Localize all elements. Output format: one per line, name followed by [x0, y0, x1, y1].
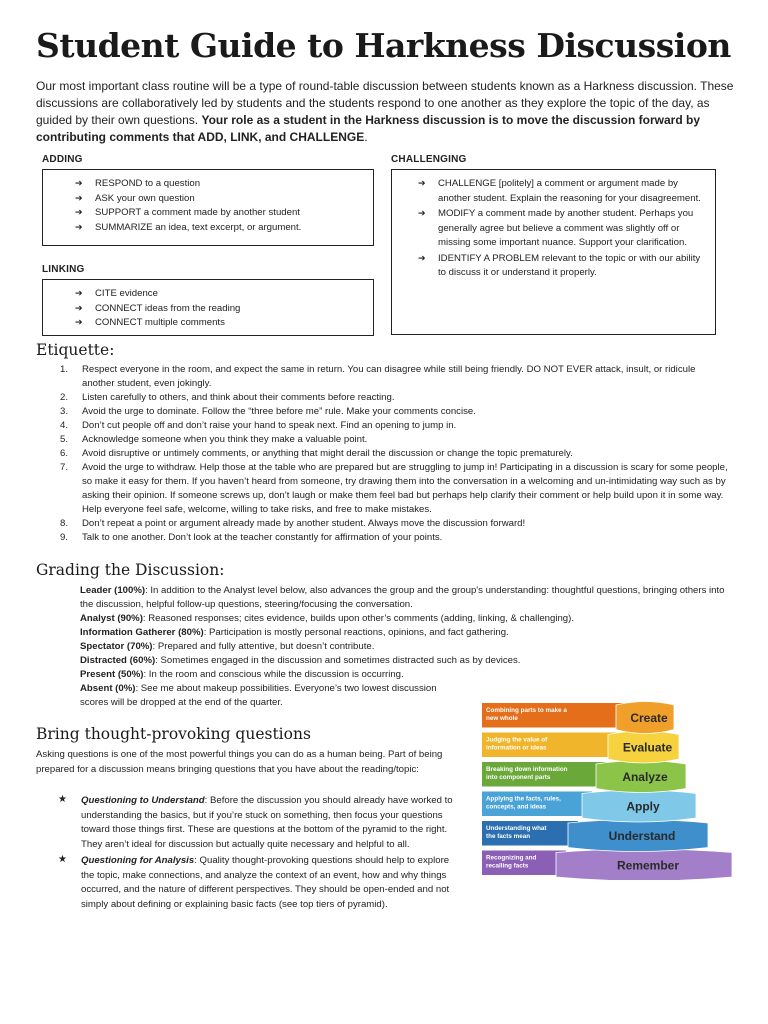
arrow-icon: ➔	[418, 209, 426, 219]
arrow-icon: ➔	[418, 253, 426, 264]
arrow-icon: ➔	[418, 179, 426, 189]
tier-desc-text: new whole	[486, 715, 518, 722]
etiquette-text: Listen carefully to others, and think about their comments before reacting.	[82, 392, 395, 403]
etiquette-text: Talk to one another. Don’t look at the teacher constantly for affirmation of your points.	[82, 532, 443, 543]
tier-desc-text: recalling facts	[486, 862, 529, 870]
tier-desc-text: Judging the value of	[486, 736, 548, 744]
grading-item	[80, 626, 740, 640]
etiquette-text: Acknowledge someone when you think they make a valuable point.	[82, 434, 368, 445]
etiquette-number: 9.	[60, 532, 69, 543]
grading-level: Information Gatherer (80%)	[80, 627, 204, 638]
intro-bold-text: Your role as a student in the Harkness discussion is to move the discussion forward by contributing comments that ADD, LINK, and CHALLENGE	[36, 113, 701, 144]
etiquette-item	[60, 405, 728, 419]
challenging-item-text: CHALLENGE [politely] a comment or argument made by another student. Explain the reasoning for your disagreement.	[438, 178, 701, 204]
grading-item	[80, 640, 740, 654]
linking-item-text: CITE evidence	[95, 288, 158, 299]
challenging-label: CHALLENGING	[391, 154, 467, 165]
tier-desc-text: the facts mean	[486, 833, 531, 840]
etiquette-item	[60, 363, 728, 391]
pyramid-tier-understand	[482, 820, 708, 852]
challenging-item	[418, 207, 703, 251]
tier-name: Evaluate	[622, 740, 673, 755]
tier-desc-text: Combining parts to make a	[486, 707, 567, 714]
challenging-item-text: MODIFY a comment made by another student. Perhaps you generally agree but believe a comment was slightly off or missing some important nuance. Support your clarification.	[438, 208, 694, 248]
etiquette-item	[60, 517, 728, 531]
arrow-icon: ➔	[75, 208, 83, 218]
question-type-item	[58, 794, 458, 852]
grading-level: Distracted (60%)	[80, 655, 156, 666]
etiquette-item	[60, 419, 728, 433]
tier-desc-text: Applying the facts, rules,	[486, 795, 561, 803]
tier-desc-text: concepts, and ideas	[486, 803, 547, 811]
etiquette-text: Don’t repeat a point or argument already made by another student. Always move the discussion forward!	[82, 518, 526, 529]
linking-item-text: CONNECT ideas from the reading	[95, 302, 241, 314]
grading-level: Absent (0%)	[80, 683, 136, 694]
grading-item	[80, 682, 462, 710]
tier-desc-text: Breaking down information	[486, 766, 568, 773]
etiquette-text: Avoid the urge to dominate. Follow the “three before me” rule. Make your comments concise.	[82, 406, 476, 417]
etiquette-text: Don’t cut people off and don’t raise your hand to speak next. Find an opening to jump in.	[82, 420, 457, 431]
etiquette-text: Avoid the urge to withdraw. Help those at the table who are prepared but are struggling to jump in! Participating in a discussion is scary for some people, so make it easy for them. If you haven’t heard from someone, try drawing them into the conversation in a welcoming and un-intimidating way such as by asking their opinion. If someone screws up, don’t laugh or make them feel bad but perhaps help clarify their comment or help build upon it in some way. Help everyone feel safe, welcome, willing to take risks, and free to make mistakes.	[82, 462, 728, 515]
question-type-item	[58, 854, 458, 912]
tier-name: Create	[630, 710, 668, 725]
tier-desc-text: Understanding what	[486, 825, 547, 832]
etiquette-number: 1.	[60, 364, 69, 375]
grading-level: Leader (100%)	[80, 585, 146, 596]
grading-level: Analyst (90%)	[80, 613, 143, 624]
question-type-label: Questioning for Analysis	[81, 855, 195, 866]
arrow-icon: ➔	[75, 318, 83, 328]
intro-text: Our most important class routine will be a type of round-table discussion between students known as a Harkness discussion. These discussions are collaboratively led by students and the students respond to one another as they explore the topic of the day, as guided by their own questions.	[36, 79, 734, 127]
question-type-label: Questioning to Understand	[81, 795, 205, 806]
tier-name: Remember	[616, 858, 680, 873]
etiquette-text: Avoid disruptive or untimely comments, or anything that might derail the discussion or change the topic prematurely.	[82, 448, 573, 459]
linking-item	[75, 302, 363, 317]
tier-name: Apply	[626, 799, 660, 814]
adding-item-text: SUPPORT a comment made by another student	[95, 207, 300, 218]
etiquette-heading: Etiquette:	[36, 341, 115, 359]
tier-name: Understand	[608, 828, 676, 843]
grading-item	[80, 668, 740, 682]
etiquette-item	[60, 433, 728, 447]
linking-label: LINKING	[42, 264, 85, 275]
grading-level: Spectator (70%)	[80, 641, 153, 652]
etiquette-item	[60, 531, 728, 545]
pyramid-tier-evaluate	[482, 731, 679, 763]
challenging-item	[418, 252, 703, 281]
grading-item	[80, 584, 740, 612]
grading-item	[80, 654, 740, 668]
adding-item	[75, 221, 363, 236]
intro-paragraph	[36, 78, 736, 146]
linking-list	[75, 287, 363, 331]
arrow-icon: ➔	[75, 303, 83, 314]
linking-item	[75, 316, 363, 331]
adding-list	[75, 177, 363, 235]
grading-desc: : Participation is mostly personal reactions, opinions, and fact gathering.	[203, 627, 509, 638]
etiquette-number: 5.	[60, 434, 69, 445]
grading-desc: : See me about makeup possibilities. Everyone’s two lowest discussion scores will be dropped at the end of the quarter.	[80, 683, 437, 708]
etiquette-number: 4.	[60, 420, 69, 431]
pyramid-tier-analyze	[482, 761, 686, 793]
linking-box	[42, 279, 374, 336]
challenging-list	[418, 177, 703, 281]
star-icon: ★	[58, 854, 67, 865]
tier-desc-text: information or ideas	[486, 744, 547, 752]
grading-desc: : Prepared and fully attentive, but doesn’t contribute.	[152, 641, 375, 652]
adding-box	[42, 169, 374, 246]
grading-level: Present (50%)	[80, 669, 144, 680]
star-icon: ★	[58, 794, 67, 805]
tier-name: Analyze	[622, 769, 668, 784]
blooms-pyramid	[476, 698, 738, 880]
tier-desc-text: Recognizing and	[486, 854, 537, 862]
question-type-desc: : Before the discussion you should already have worked to understanding the basics, but if you’re stuck on something, then focus your questions toward those things first. These are questions at the bottom of the pyramid to the right. They aren’t ideal for discussion but actually quite necessary and helpful to all.	[81, 795, 453, 850]
etiquette-number: 3.	[60, 406, 69, 417]
arrow-icon: ➔	[75, 289, 83, 299]
arrow-icon: ➔	[75, 222, 83, 233]
pyramid-tier-apply	[482, 790, 696, 822]
etiquette-number: 6.	[60, 448, 69, 459]
grading-desc: : Reasoned responses; cites evidence, builds upon other’s comments (adding, linking, & challenging).	[142, 613, 575, 624]
arrow-icon: ➔	[75, 179, 83, 189]
grading-heading: Grading the Discussion:	[36, 561, 225, 579]
questions-intro: Asking questions is one of the most powerful things you can do as a human being. Part of being prepared for a discussion means bringing questions that you have about the reading/topic:	[36, 749, 443, 775]
adding-item-text: RESPOND to a question	[95, 178, 201, 189]
grading-list	[80, 584, 740, 710]
grading-item	[80, 612, 740, 626]
linking-item	[75, 287, 363, 302]
questions-list	[58, 794, 458, 914]
questions-heading: Bring thought-provoking questions	[36, 725, 311, 743]
etiquette-list	[60, 363, 728, 545]
grading-desc: : Sometimes engaged in the discussion and sometimes distracted such as by devices.	[155, 655, 521, 666]
tier-desc-text: into component parts	[486, 774, 551, 781]
pyramid-tier-remember	[482, 849, 732, 880]
adding-item	[75, 206, 363, 221]
adding-item	[75, 177, 363, 192]
adding-label: ADDING	[42, 154, 83, 165]
intro-end: .	[364, 130, 368, 144]
adding-item-text: ASK your own question	[95, 192, 195, 204]
etiquette-number: 2.	[60, 392, 69, 403]
etiquette-number: 7.	[60, 462, 69, 473]
etiquette-item	[60, 461, 728, 517]
challenging-item	[418, 177, 703, 206]
grading-desc: : In addition to the Analyst level below, also advances the group and the group's understanding: thoughtful questions, bringing others into the discussion, helpful follow-up questions, steering/focusing the conversation.	[80, 585, 725, 610]
grading-desc: : In the room and conscious while the discussion is occurring.	[143, 669, 404, 680]
etiquette-text: Respect everyone in the room, and expect the same in return. You can disagree while still being friendly. DO NOT EVER attack, insult, or ridicule another student, even jokingly.	[82, 364, 696, 389]
page-title: Student Guide to Harkness Discussion	[36, 26, 731, 65]
etiquette-item	[60, 391, 728, 405]
etiquette-item	[60, 447, 728, 461]
etiquette-number: 8.	[60, 518, 69, 529]
arrow-icon: ➔	[75, 193, 83, 204]
question-type-desc: : Quality thought-provoking questions should help to explore the topic, make connections, and analyze the context of an event, how and why things occurred, and the nature of different perspectives. They should be open-ended and not simply about defining or explaining basic facts (see top tiers of pyramid).	[81, 855, 450, 910]
pyramid-tier-create	[482, 702, 674, 734]
adding-item-text: SUMMARIZE an idea, text excerpt, or argument.	[95, 221, 302, 233]
challenging-box	[391, 169, 716, 335]
linking-item-text: CONNECT multiple comments	[95, 317, 225, 328]
adding-item	[75, 192, 363, 207]
challenging-item-text: IDENTIFY A PROBLEM relevant to the topic or with our ability to discuss it or understand it properly.	[438, 252, 701, 278]
